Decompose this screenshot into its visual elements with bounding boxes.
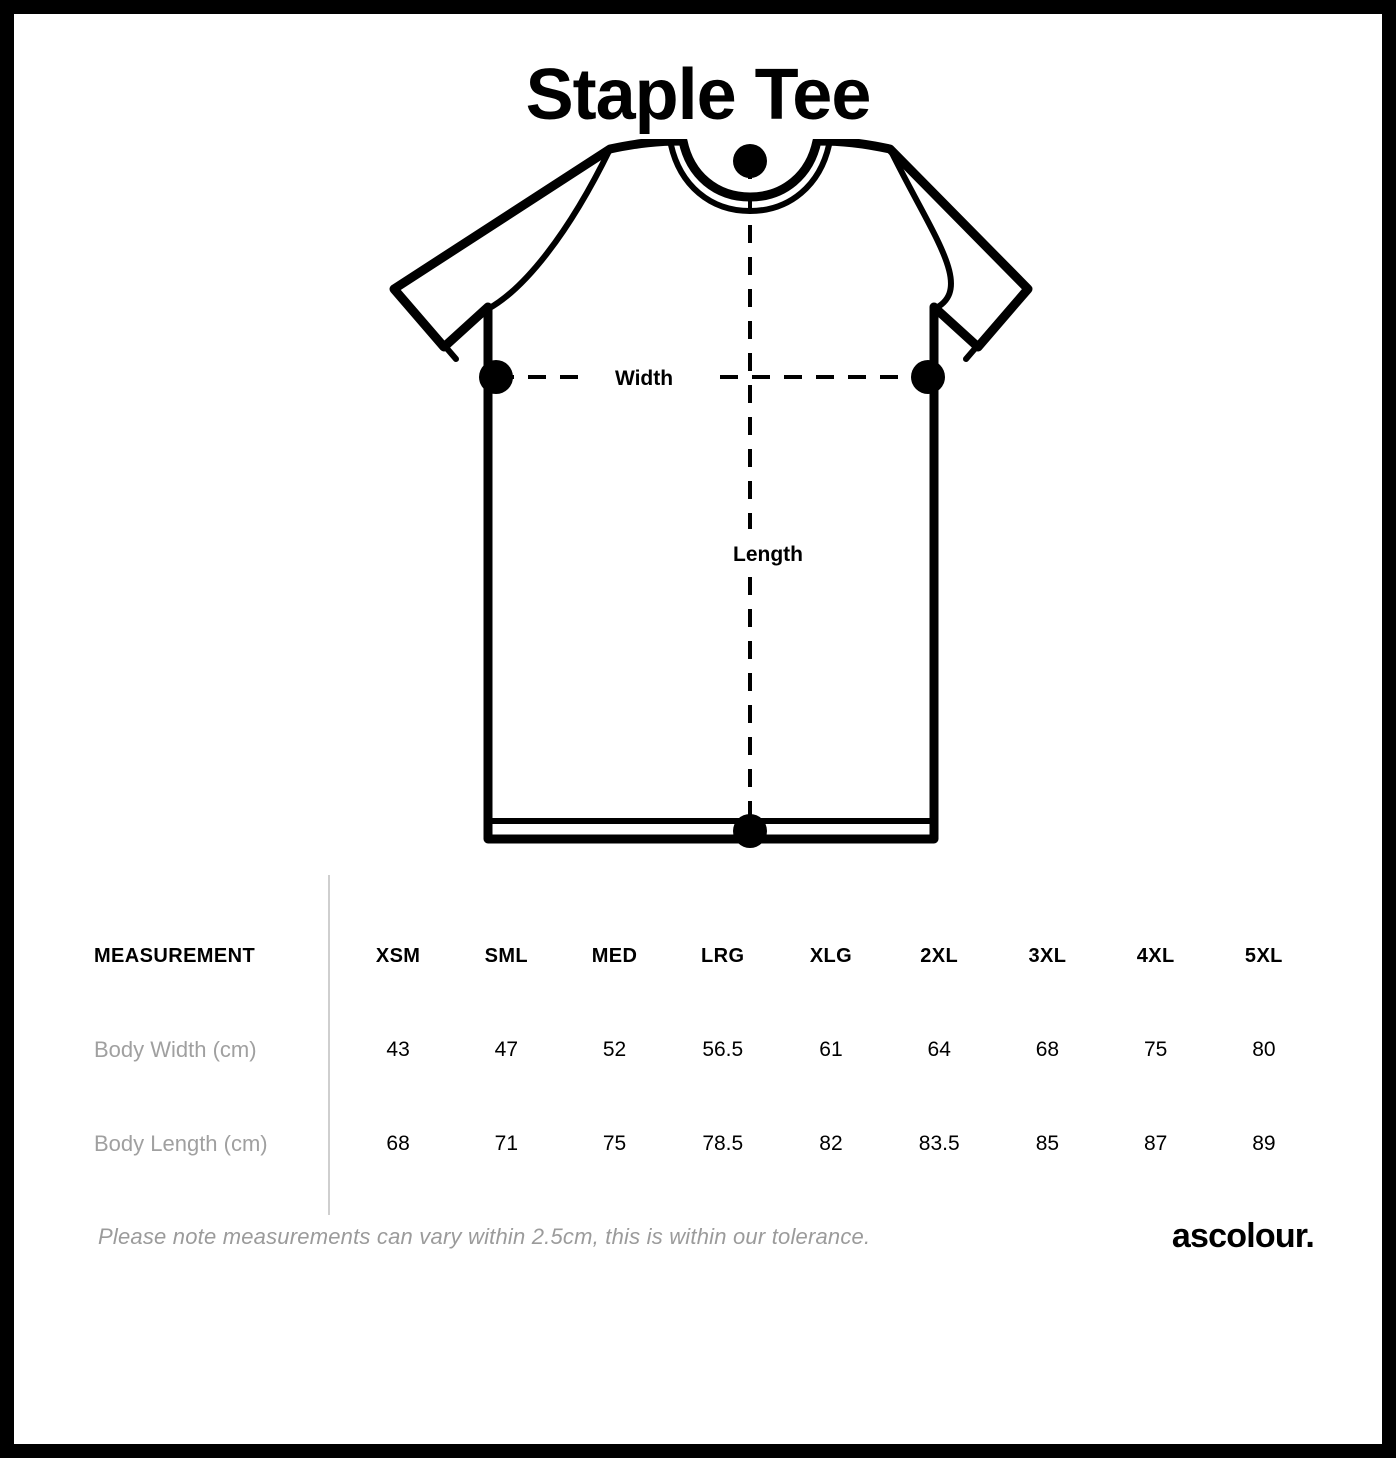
- tshirt-illustration: [338, 139, 1058, 879]
- cell-body-width-3xl: 68: [1035, 1038, 1060, 1062]
- header-size-xsm: XSM: [375, 944, 421, 967]
- header-measurement: MEASUREMENT: [94, 944, 256, 967]
- width-label: Width: [614, 367, 674, 391]
- cell-body-width-2xl: 64: [927, 1038, 951, 1062]
- cell-body-length-5xl: 89: [1252, 1132, 1276, 1156]
- cell-body-length-4xl: 87: [1143, 1132, 1168, 1156]
- width-left-point: [479, 360, 513, 394]
- cell-body-width-4xl: 75: [1143, 1038, 1168, 1062]
- cell-body-width-lrg: 56.5: [702, 1038, 744, 1062]
- cell-body-width-5xl: 80: [1252, 1038, 1276, 1062]
- brand-logo: ascolour.: [1171, 1217, 1314, 1256]
- page-title: Staple Tee: [525, 55, 871, 135]
- header-size-2xl: 2XL: [920, 944, 959, 967]
- footer: [98, 1217, 1314, 1256]
- length-top-point: [733, 144, 767, 178]
- length-bottom-point: [733, 814, 767, 848]
- cell-body-length-sml: 71: [494, 1132, 518, 1156]
- header-size-4xl: 4XL: [1136, 944, 1175, 967]
- cell-body-length-med: 75: [602, 1132, 627, 1156]
- table-row: [78, 1097, 1318, 1191]
- size-chart-sheet: [14, 14, 1382, 1444]
- measurements-table: [78, 909, 1318, 1191]
- header-size-med: MED: [591, 944, 638, 967]
- cell-body-length-xsm: 68: [386, 1132, 410, 1156]
- row-label-body-length: Body Length (cm): [94, 1131, 268, 1157]
- cell-body-length-3xl: 85: [1035, 1132, 1060, 1156]
- cell-body-length-2xl: 83.5: [918, 1132, 960, 1156]
- table-row: [78, 1003, 1318, 1097]
- tolerance-note: Please note measurements can vary within 2.5cm, this is within our tolerance.: [98, 1223, 871, 1249]
- cell-body-width-sml: 47: [494, 1038, 518, 1062]
- header-size-sml: SML: [484, 944, 529, 967]
- cell-body-width-xlg: 61: [819, 1038, 843, 1062]
- table-divider: [328, 875, 330, 1215]
- cell-body-width-med: 52: [602, 1038, 627, 1062]
- cell-body-length-xlg: 82: [819, 1132, 843, 1156]
- row-label-body-width: Body Width (cm): [94, 1037, 257, 1063]
- header-size-5xl: 5XL: [1244, 944, 1283, 967]
- header-size-xlg: XLG: [809, 944, 853, 967]
- table-header-row: [78, 909, 1318, 1003]
- cell-body-width-xsm: 43: [386, 1038, 410, 1062]
- length-label: Length: [733, 543, 803, 567]
- header-size-3xl: 3XL: [1028, 944, 1067, 967]
- cell-body-length-lrg: 78.5: [702, 1132, 744, 1156]
- header-size-lrg: LRG: [701, 944, 745, 967]
- garment-diagram: [14, 139, 1382, 899]
- width-right-point: [911, 360, 945, 394]
- measurements-table-wrap: [78, 909, 1318, 1191]
